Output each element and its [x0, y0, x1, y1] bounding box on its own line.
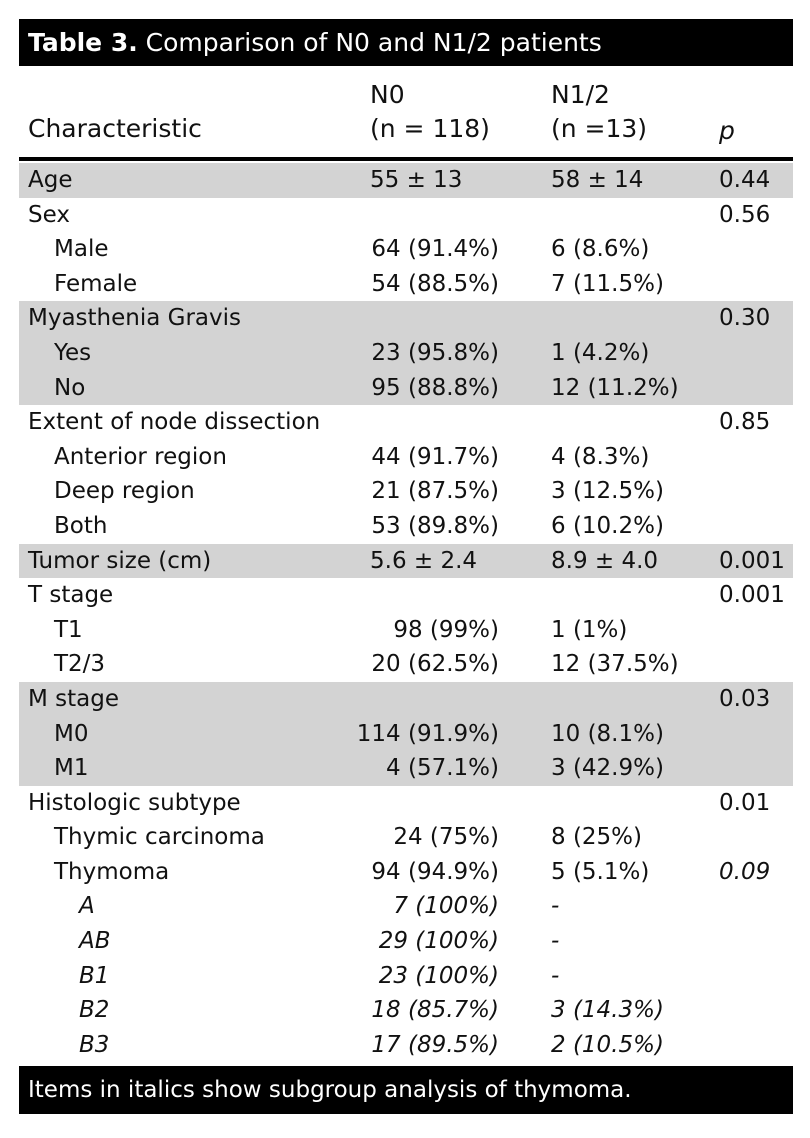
cell-n0: 4 (57.1%) [386, 755, 499, 782]
table-row [19, 163, 793, 198]
cell-n12: - [551, 893, 560, 920]
cell-n12: 12 (11.2%) [551, 374, 679, 401]
cell-n12: 6 (8.6%) [551, 236, 650, 263]
table-row [19, 544, 793, 579]
cell-p: 0.001 [719, 547, 785, 574]
cell-n0: 29 (100%) [378, 928, 499, 955]
cell-p: 0.09 [719, 858, 771, 885]
row-label: Thymic carcinoma [54, 824, 265, 851]
table-row [19, 1028, 793, 1063]
row-label: T1 [54, 616, 83, 643]
cell-n12: 10 (8.1%) [551, 720, 664, 747]
cell-n0: 95 (88.8%) [371, 374, 499, 401]
cell-n12: 2 (10.5%) [551, 1031, 664, 1058]
cell-n0: 64 (91.4%) [371, 236, 499, 263]
row-label: Both [54, 512, 108, 539]
row-label: M0 [54, 720, 89, 747]
table-row [19, 440, 793, 475]
cell-n0: 7 (100%) [393, 893, 499, 920]
cell-n0: 23 (100%) [378, 962, 499, 989]
cell-p: 0.30 [719, 305, 771, 332]
table-row [19, 474, 793, 509]
table-row [19, 751, 793, 786]
row-label: M1 [54, 755, 89, 782]
cell-n0: 55 ± 13 [370, 167, 463, 193]
table-caption: Comparison of N0 and N1/2 patients [145, 28, 602, 57]
table-row [19, 959, 793, 994]
row-label: Female [54, 270, 138, 297]
cell-n0: 53 (89.8%) [371, 512, 499, 539]
row-label: Deep region [54, 478, 195, 505]
cell-p: 0.44 [719, 167, 771, 193]
cell-n0: 24 (75%) [393, 824, 499, 851]
table-row [19, 993, 793, 1028]
row-label: Thymoma [54, 858, 170, 885]
table-footnote: Items in italics show subgroup analysis of thymoma. [19, 1066, 793, 1114]
header-n12-label: N1/2 [551, 80, 610, 109]
cell-n12: 3 (12.5%) [551, 478, 664, 505]
table-row [19, 198, 793, 233]
cell-n12: 3 (14.3%) [551, 997, 664, 1024]
table-row [19, 855, 793, 890]
cell-n12: 6 (10.2%) [551, 512, 664, 539]
row-label: B3 [79, 1031, 110, 1058]
cell-n0: 44 (91.7%) [371, 443, 499, 470]
table-header [19, 72, 793, 157]
row-label: B2 [79, 997, 110, 1024]
header-n0-label: N0 [370, 80, 405, 109]
row-label: T stage [28, 582, 114, 609]
row-label: Anterior region [54, 443, 227, 470]
header-p: p [719, 116, 735, 145]
cell-n12: 4 (8.3%) [551, 443, 650, 470]
cell-p: 0.01 [719, 789, 771, 816]
cell-n12: 8.9 ± 4.0 [551, 547, 659, 574]
header-n0-count: (n = 118) [370, 114, 490, 143]
header-characteristic: Characteristic [28, 114, 202, 143]
cell-n12: 58 ± 14 [551, 167, 644, 193]
table-row [19, 301, 793, 336]
cell-n12: - [551, 962, 560, 989]
cell-n12: - [551, 928, 560, 955]
row-label: Male [54, 236, 109, 263]
table-row [19, 682, 793, 717]
cell-n0: 23 (95.8%) [371, 339, 499, 366]
table-row [19, 371, 793, 406]
table-title [19, 19, 793, 66]
table-row [19, 613, 793, 648]
cell-p: 0.03 [719, 685, 771, 712]
cell-n0: 94 (94.9%) [371, 858, 499, 885]
cell-n0: 17 (89.5%) [371, 1031, 499, 1058]
row-label: Sex [28, 201, 70, 228]
table-row [19, 924, 793, 959]
table-row [19, 647, 793, 682]
cell-n0: 54 (88.5%) [371, 270, 499, 297]
row-label: A [79, 893, 95, 920]
row-label: B1 [79, 962, 110, 989]
cell-n12: 12 (37.5%) [551, 651, 679, 678]
row-label: Tumor size (cm) [28, 547, 212, 574]
cell-p: 0.85 [719, 409, 771, 436]
row-label: Histologic subtype [28, 789, 241, 816]
table-row [19, 786, 793, 821]
cell-n0: 20 (62.5%) [371, 651, 499, 678]
row-label: No [54, 374, 86, 401]
cell-n0: 21 (87.5%) [371, 478, 499, 505]
table-number: Table 3. [28, 28, 138, 57]
row-label: Yes [54, 339, 92, 366]
table-row [19, 267, 793, 302]
row-label: T2/3 [54, 651, 106, 678]
row-label: Myasthenia Gravis [28, 305, 242, 332]
header-rule [19, 157, 793, 161]
table-body [19, 163, 793, 1062]
cell-n12: 1 (4.2%) [551, 339, 650, 366]
table-row [19, 509, 793, 544]
cell-n0: 98 (99%) [393, 616, 499, 643]
row-label: Extent of node dissection [28, 409, 321, 436]
cell-n12: 7 (11.5%) [551, 270, 664, 297]
cell-p: 0.56 [719, 201, 771, 228]
row-label: AB [79, 928, 111, 955]
cell-n12: 1 (1%) [551, 616, 628, 643]
cell-n12: 3 (42.9%) [551, 755, 664, 782]
table-row [19, 232, 793, 267]
cell-n0: 114 (91.9%) [356, 720, 499, 747]
header-n12-count: (n =13) [551, 114, 648, 143]
cell-n12: 5 (5.1%) [551, 858, 650, 885]
table-row [19, 405, 793, 440]
cell-n0: 18 (85.7%) [371, 997, 499, 1024]
table-row [19, 889, 793, 924]
cell-n0: 5.6 ± 2.4 [370, 547, 478, 574]
cell-n12: 8 (25%) [551, 824, 643, 851]
cell-p: 0.001 [719, 582, 785, 609]
row-label: M stage [28, 685, 120, 712]
table-row [19, 717, 793, 752]
table-row [19, 578, 793, 613]
table-row [19, 820, 793, 855]
table-row [19, 336, 793, 371]
row-label: Age [28, 167, 73, 193]
